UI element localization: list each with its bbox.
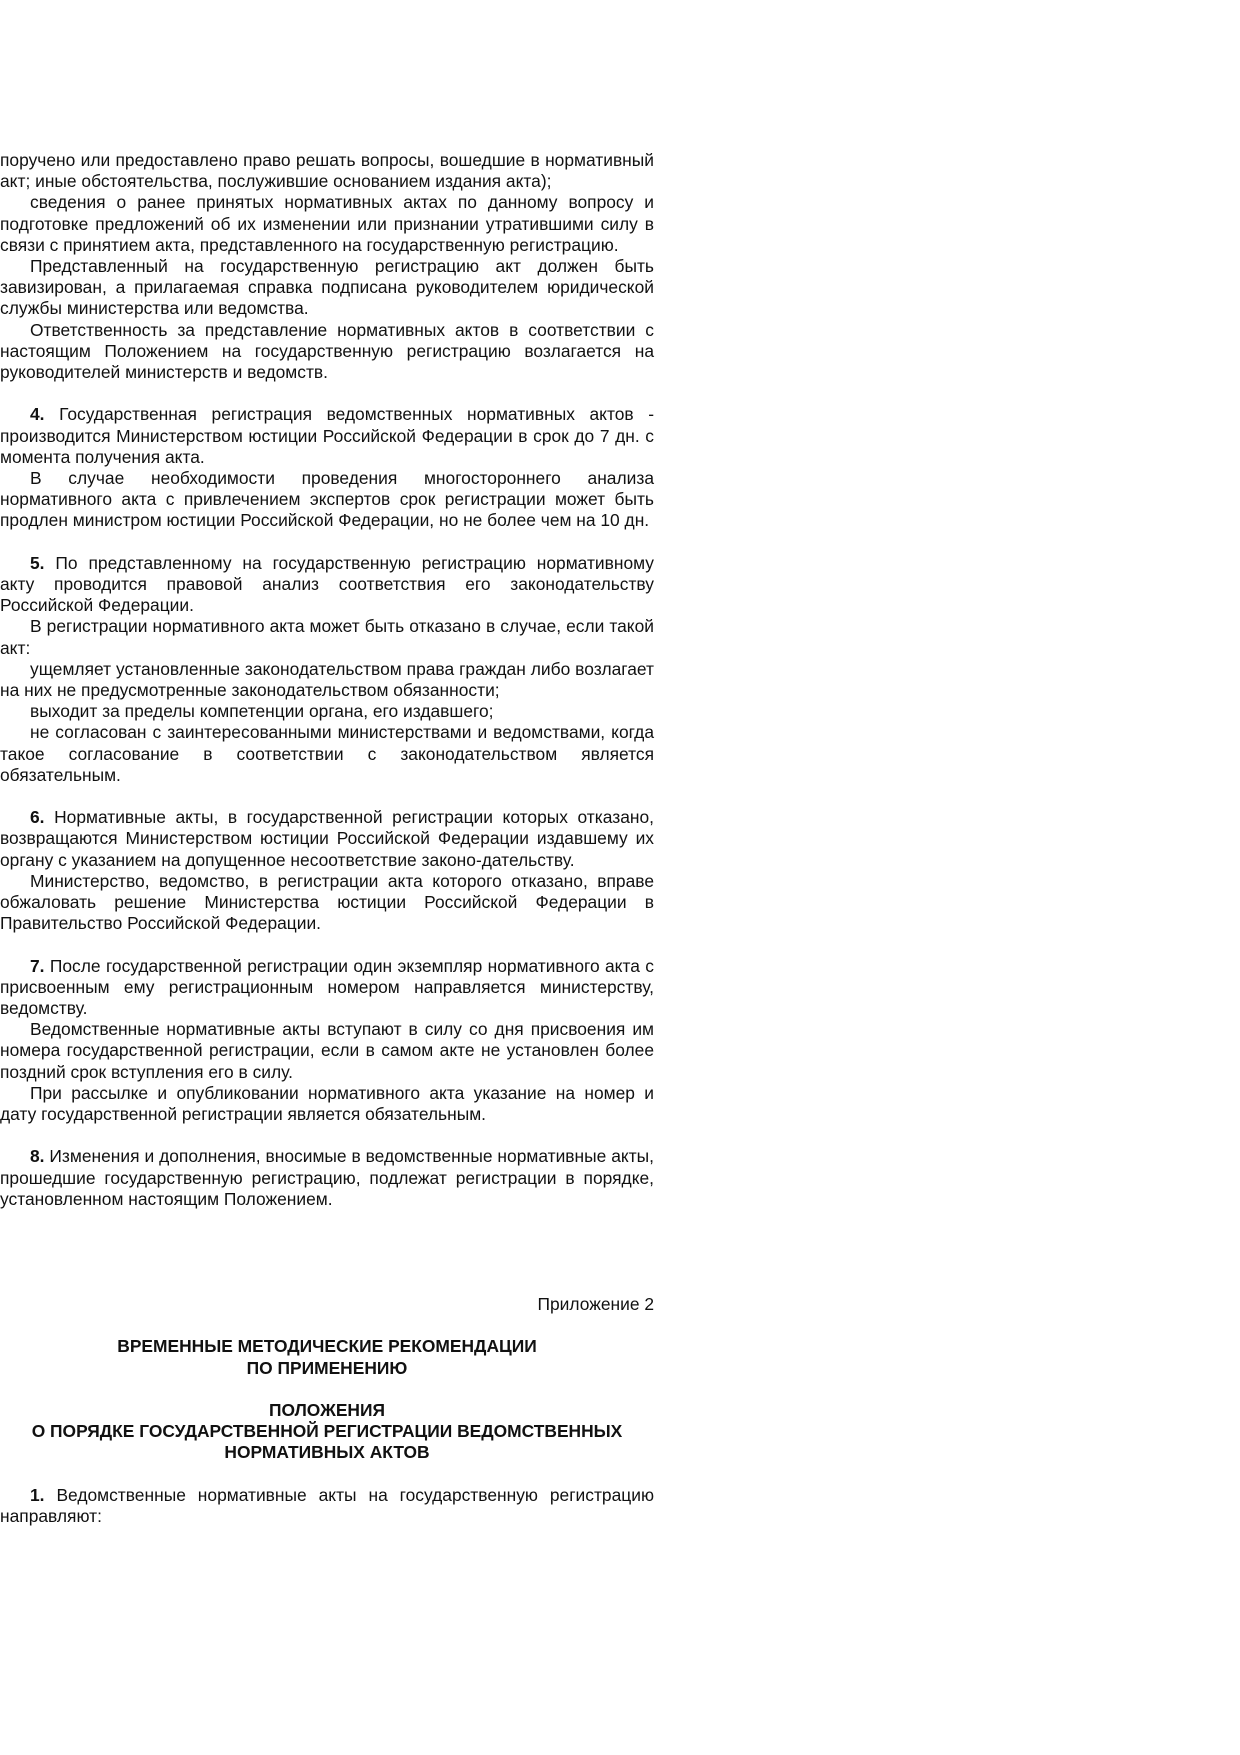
section-text: Ведомственные нормативные акты на государственную регистрацию направляют:: [0, 1484, 654, 1527]
document-page: [0, 150, 654, 1527]
spacer: [0, 1315, 654, 1336]
paragraph: При рассылке и опубликовании нормативного акта указание на номер и дату государственной регистрации является обязательным.: [0, 1082, 654, 1125]
paragraph: поручено или предоставлено право решать вопросы, вошедшие в нормативный акт; иные обстоятельства, послужившие основанием издания акта);: [0, 150, 654, 192]
paragraph: Ответственность за представление нормативных актов в соответствии с настоящим Положением на государственную регистрацию возлагается на руководителей министерств и ведомств.: [0, 319, 654, 383]
section-text: Изменения и дополнения, вносимые в ведомственные нормативные акты, прошедшие государственную регистрацию, подлежат регистрации в порядке, установленном настоящим Положением.: [0, 1146, 654, 1209]
paragraph: не согласован с заинтересованными министерствами и ведомствами, когда такое согласование в соответствии с законодательством является обязательным.: [0, 722, 654, 785]
section-text: Государственная регистрация ведомственных нормативных актов - производится Министерством юстиции Российской Федерации в срок до 7 дн. с момента получения акта.: [0, 404, 654, 467]
title-line: НОРМАТИВНЫХ АКТОВ: [224, 1442, 430, 1463]
spacer: [0, 1379, 654, 1400]
section-text: После государственной регистрации один экземпляр нормативного акта с присвоенным ему регистрационным номером направляется министерству, ведомству.: [0, 955, 654, 1019]
spacer: [0, 532, 654, 553]
section-number: 6.: [30, 807, 45, 828]
section-8: [0, 1146, 654, 1210]
section-7: [0, 956, 654, 1020]
paragraph: В случае необходимости проведения многостороннего анализа нормативного акта с привлечением экспертов срок регистрации может быть продлен министром юстиции Российской Федерации, но не более чем на 10 дн.: [0, 468, 654, 531]
title-line: ВРЕМЕННЫЕ МЕТОДИЧЕСКИЕ РЕКОМЕНДАЦИИ: [117, 1336, 537, 1357]
paragraph: Представленный на государственную регистрацию акт должен быть завизирован, а прилагаемая справка подписана руководителем юридической службы министерства или ведомства.: [0, 256, 654, 319]
title-line: О ПОРЯДКЕ ГОСУДАРСТВЕННОЙ РЕГИСТРАЦИИ ВЕДОМСТВЕННЫХ: [31, 1421, 623, 1442]
section-text: Нормативные акты, в государственной регистрации которых отказано, возвращаются Министерством юстиции Российской Федерации издавшему их органу с указанием на допущенное несоответствие законо-дательству.: [0, 807, 654, 870]
paragraph: ущемляет установленные законодательством права граждан либо возлагает на них не предусмотренные законодательством обязанности;: [0, 658, 654, 701]
spacer: [0, 1125, 654, 1146]
paragraph: выходит за пределы компетенции органа, его издавшего;: [30, 701, 494, 722]
title-line: ПО ПРИМЕНЕНИЮ: [246, 1357, 408, 1378]
section-text: По представленному на государственную регистрацию нормативному акту проводится правовой анализ соответствия его законодательству Российской Федерации.: [0, 552, 654, 616]
section-4: [0, 404, 654, 468]
spacer: [0, 786, 654, 807]
title-line: ПОЛОЖЕНИЯ: [269, 1400, 385, 1421]
spacer: [0, 1210, 654, 1294]
paragraph: В регистрации нормативного акта может быть отказано в случае, если такой акт:: [0, 616, 654, 658]
section-1: [0, 1485, 654, 1527]
section-number: 1.: [30, 1484, 45, 1505]
section-number: 4.: [30, 404, 45, 425]
spacer: [0, 383, 654, 404]
appendix-label: Приложение 2: [537, 1294, 654, 1315]
section-number: 5.: [30, 552, 45, 573]
spacer: [0, 1464, 654, 1485]
section-number: 7.: [30, 955, 45, 976]
spacer: [0, 934, 654, 955]
paragraph: Ведомственные нормативные акты вступают в силу со дня присвоения им номера государственной регистрации, если в самом акте не установлен более поздний срок вступления его в силу.: [0, 1019, 654, 1082]
section-6: [0, 807, 654, 871]
paragraph: Министерство, ведомство, в регистрации акта которого отказано, вправе обжаловать решение Министерства юстиции Российской Федерации в Правительство Российской Федерации.: [0, 870, 654, 934]
section-number: 8.: [30, 1146, 45, 1167]
section-5: [0, 553, 654, 617]
paragraph: сведения о ранее принятых нормативных актах по данному вопросу и подготовке предложений об их изменении или признании утратившими силу в связи с принятием акта, представленного на государственную регистрацию.: [0, 192, 654, 255]
